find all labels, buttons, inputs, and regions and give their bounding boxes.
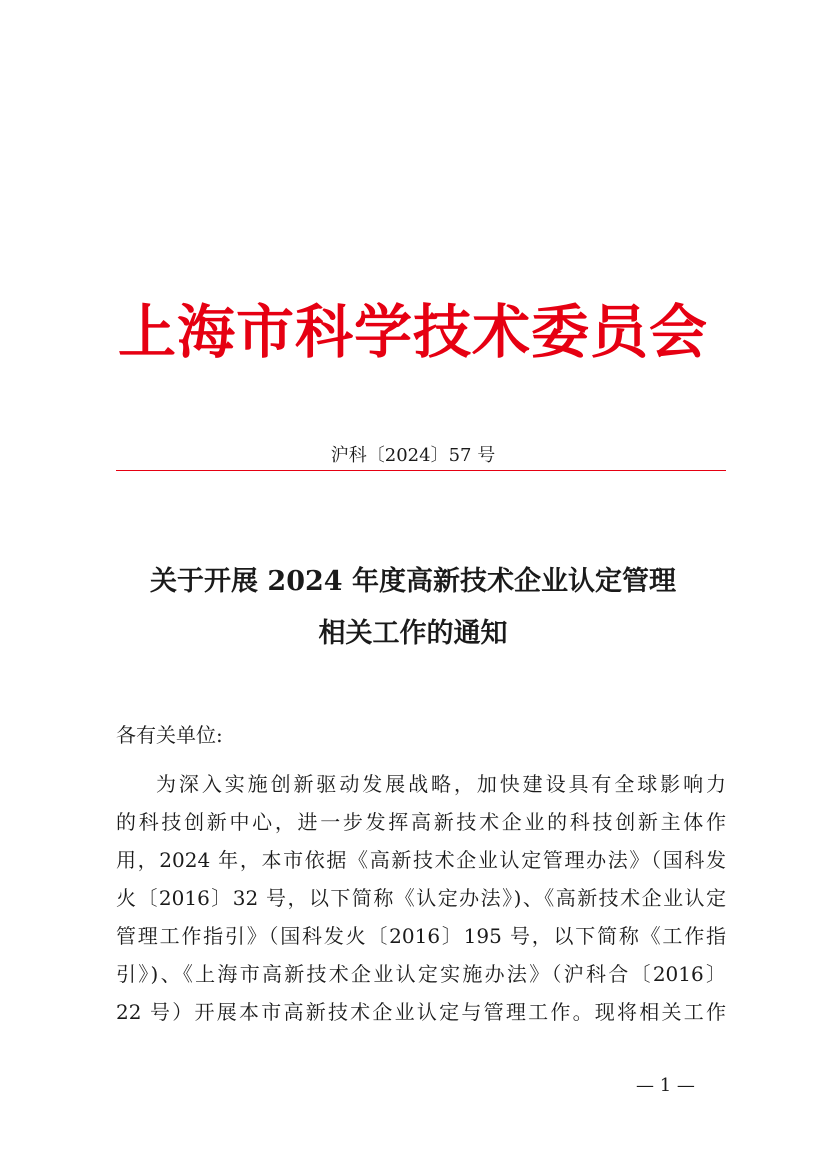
page-number: — 1 — <box>636 1075 695 1096</box>
body-line: 管理工作指引》（国科发火〔2016〕195 号，以下简称《工作指 <box>116 924 726 948</box>
body-line: 为深入实施创新驱动发展战略，加快建设具有全球影响力 <box>156 772 726 796</box>
title-line-1: 关于开展 2024 年度高新技术企业认定管理 <box>150 566 676 597</box>
body-line: 引》)、《上海市高新技术企业认定实施办法》（沪科合〔2016〕 <box>116 962 726 986</box>
title-line-2: 相关工作的通知 <box>318 618 508 649</box>
red-divider-rule <box>116 470 726 471</box>
body-line: 火〔2016〕32 号，以下简称《认定办法》)、《高新技术企业认定 <box>116 886 726 910</box>
body-line: 用，2024 年，本市依据《高新技术企业认定管理办法》（国科发 <box>116 848 726 872</box>
body-line: 的科技创新中心，进一步发挥高新技术企业的科技创新主体作 <box>116 810 726 834</box>
issuer-masthead: 上海市科学技术委员会 <box>117 298 708 366</box>
document-number: 沪科〔2024〕57 号 <box>330 445 496 466</box>
body-line: 22 号）开展本市高新技术企业认定与管理工作。现将相关工作 <box>116 1000 726 1024</box>
document-title <box>100 556 726 660</box>
salutation: 各有关单位: <box>116 723 223 747</box>
body-text <box>116 765 726 1031</box>
